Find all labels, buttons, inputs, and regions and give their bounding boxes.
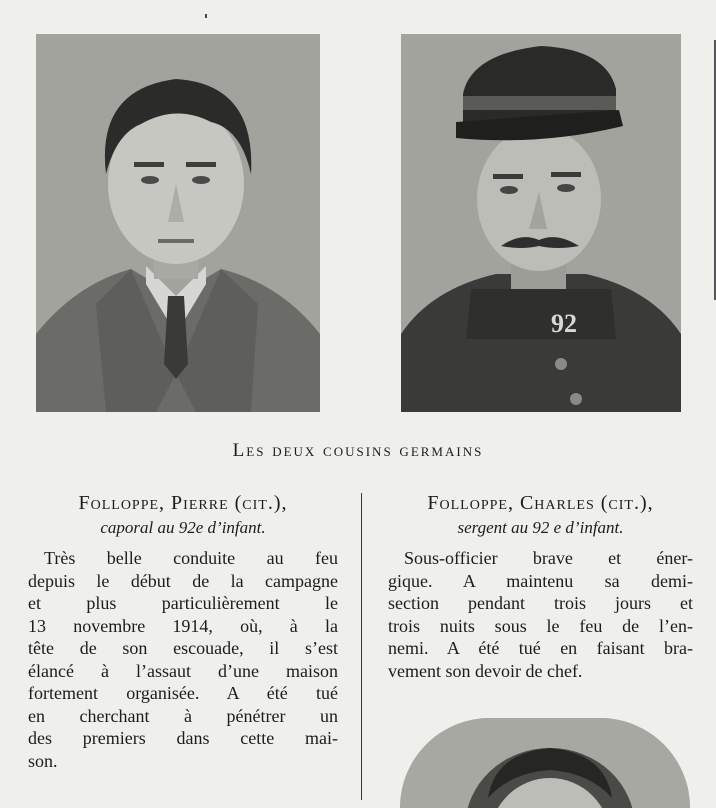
text-line: trois nuits sous le feu de l’en- [388,615,693,636]
citation-name: Folloppe, Pierre (cit.), [78,492,288,514]
text-line: nemi. A été tué en faisant bra- [388,638,693,658]
column-divider [361,493,362,800]
citation-rank: caporal au 92e d’infant. [100,518,266,537]
citation-name: Folloppe, Charles (cit.), [427,492,654,514]
citation-rank: sergent au 92 e d’infant. [457,518,624,537]
portrait-partial [400,718,690,808]
citation-text [28,547,338,772]
text-line: élancé à l’assaut d’une maison [28,660,338,681]
print-speck [205,14,207,18]
text-line: tête de son escouade, il s’est [28,638,338,658]
text-line: et plus particulièrement le [28,593,338,613]
photo-caption: Les deux cousins germains [232,440,484,461]
text-line: fortement organisée. A été tué [28,683,338,703]
text-line: son. [28,750,58,771]
text-line: vement son devoir de chef. [388,660,583,681]
text-line: 13 novembre 1914, où, à la [28,615,338,636]
text-line: Très belle conduite au feu [44,548,338,568]
text-line: gique. A maintenu sa demi- [388,570,693,591]
portrait-charles [401,34,681,412]
citation-charles [388,490,693,682]
text-line: Sous-officier brave et éner- [404,548,693,568]
text-line: des premiers dans cette mai- [28,728,338,748]
text-line: depuis le début de la campagne [28,570,338,591]
collar-number: 92 [551,309,577,338]
portrait-pierre [36,34,320,412]
citation-text [388,547,693,682]
text-line: en cherchant à pénétrer un [28,705,338,726]
text-line: section pendant trois jours et [388,593,693,613]
citation-pierre [28,490,338,772]
